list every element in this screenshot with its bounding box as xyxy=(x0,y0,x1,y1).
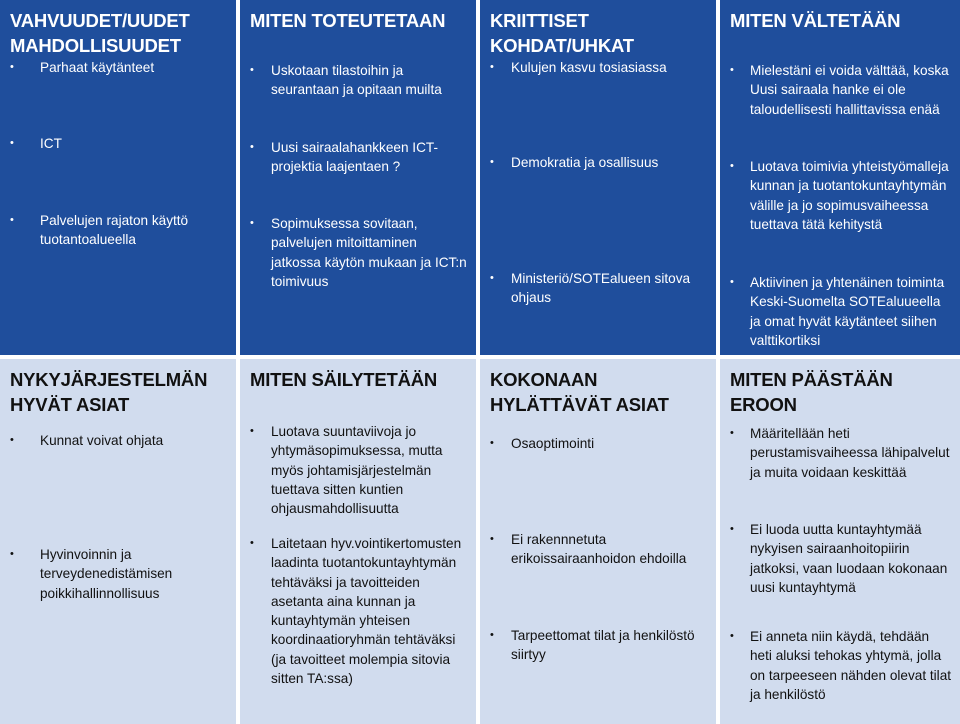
list-item: • Ei rakennnetuta erikoissairaanhoidon ehdoilla xyxy=(490,532,687,567)
list-item: • Sopimuksessa sovitaan, palvelujen mitoittaminen jatkossa käytön mukaan ja ICT:n toimivuus xyxy=(250,216,467,289)
bullet-icon: • xyxy=(730,523,734,535)
list-item: • Määritellään heti perustamisvaiheessa lähipalvelut ja muita voidaan keskittää xyxy=(730,426,950,480)
cell-strengths xyxy=(0,0,236,355)
bullet-icon: • xyxy=(730,160,734,172)
cell-critical-threats xyxy=(480,0,716,355)
bullet-icon: • xyxy=(10,137,14,149)
list-item: • Luotava toimivia yhteistyömalleja kunnan ja tuotantokuntayhtymän välille ja jo sopimusvaiheessa tuettava tätä kehitystä xyxy=(730,159,949,232)
bullet-icon: • xyxy=(490,629,494,641)
cell-heading: KOKONAAN HYLÄTTÄVÄT ASIAT xyxy=(490,369,669,415)
bullet-icon: • xyxy=(10,434,14,446)
bullet-icon: • xyxy=(250,64,254,76)
cell-current-system-good xyxy=(0,359,236,724)
list-item: • Ei luoda uutta kuntayhtymää nykyisen sairaanhoitopiirin jatkoksi, vaan luodaan kokonaan uusi kuntayhtymä xyxy=(730,522,948,595)
bullet-icon: • xyxy=(730,427,734,439)
list-item: • Palvelujen rajaton käyttö tuotantoalueella xyxy=(10,213,189,248)
bullet-icon: • xyxy=(490,272,494,284)
cell-how-eliminated xyxy=(720,359,960,724)
cell-how-implemented xyxy=(240,0,476,355)
cell-how-avoided xyxy=(720,0,960,355)
bullet-icon: • xyxy=(10,214,14,226)
bullet-icon: • xyxy=(730,64,734,76)
list-item: • Parhaat käytänteet xyxy=(10,58,230,77)
bullet-icon: • xyxy=(250,217,254,229)
list-item: • Kulujen kasvu tosiasiassa xyxy=(490,58,710,77)
list-item: • Demokratia ja osallisuus xyxy=(490,153,710,172)
bullet-icon: • xyxy=(10,548,14,560)
list-item: • Ei anneta niin käydä, tehdään heti aluksi tehokas yhtymä, jolla on tarpeeseen nähden olevat tilat ja henkilöstö xyxy=(730,629,952,702)
bullet-icon: • xyxy=(250,141,254,153)
bullet-icon: • xyxy=(730,630,734,642)
list-item: • Laitetaan hyv.vointikertomusten laadinta tuotantokuntayhtymän tehtäväksi ja tavoitteiden asetanta aina kunnan ja kuntayhtymän yhteisen koordinaatioryhmän tehtäväksi (ja tavoitteet molempia sitovia sitten TA:ssa) xyxy=(250,536,462,687)
cell-rejected-things xyxy=(480,359,716,724)
bullet-icon: • xyxy=(730,276,734,288)
list-item: • Aktiivinen ja yhtenäinen toiminta Keski-Suomelta SOTEaluueella ja omat hyvät käytänteet siihen valttikortiksi xyxy=(730,275,945,348)
cell-heading: NYKYJÄRJESTELMÄN HYVÄT ASIAT xyxy=(10,369,208,415)
list-item: • Hyvinvoinnin ja terveydenedistämisen poikkihallinnollisuus xyxy=(10,547,173,601)
bullet-icon: • xyxy=(490,533,494,545)
cell-heading: MITEN SÄILYTETÄÄN xyxy=(250,369,438,390)
cell-heading: VAHVUUDET/UUDET MAHDOLLISUUDET xyxy=(10,10,190,56)
list-item: • Osaoptimointi xyxy=(490,434,710,453)
bullet-icon: • xyxy=(250,537,254,549)
list-item: • Uskotaan tilastoihin ja seurantaan ja opitaan muilta xyxy=(250,63,442,98)
cell-heading: MITEN TOTEUTETAAN xyxy=(250,10,446,31)
list-item: • Mielestäni ei voida välttää, koska Uusi sairaala hanke ei ole taloudellisesti hallittavissa enää xyxy=(730,63,949,117)
bullet-icon: • xyxy=(490,437,494,449)
bullet-icon: • xyxy=(490,61,494,73)
list-item: • Ministeriö/SOTEalueen sitova ohjaus xyxy=(490,271,691,306)
cell-heading: MITEN VÄLTETÄÄN xyxy=(730,10,901,31)
cell-heading: MITEN PÄÄSTÄÄN EROON xyxy=(730,369,893,415)
list-item: • Uusi sairaalahankkeen ICT-projektia laajentaen ? xyxy=(250,140,438,175)
list-item: • Luotava suuntaviivoja jo yhtymäsopimuksessa, mutta myös johtamisjärjestelmän tuettava sitten kuntien ohjausmahdollisuutta xyxy=(250,424,443,517)
bullet-icon: • xyxy=(250,425,254,437)
cell-how-preserved xyxy=(240,359,476,724)
cell-heading: KRIITTISET KOHDAT/UHKAT xyxy=(490,10,634,56)
list-item: • ICT xyxy=(10,134,230,153)
list-item: • Kunnat voivat ohjata xyxy=(10,431,230,450)
bullet-icon: • xyxy=(10,61,14,73)
list-item: • Tarpeettomat tilat ja henkilöstö siirtyy xyxy=(490,628,695,663)
bullet-icon: • xyxy=(490,156,494,168)
